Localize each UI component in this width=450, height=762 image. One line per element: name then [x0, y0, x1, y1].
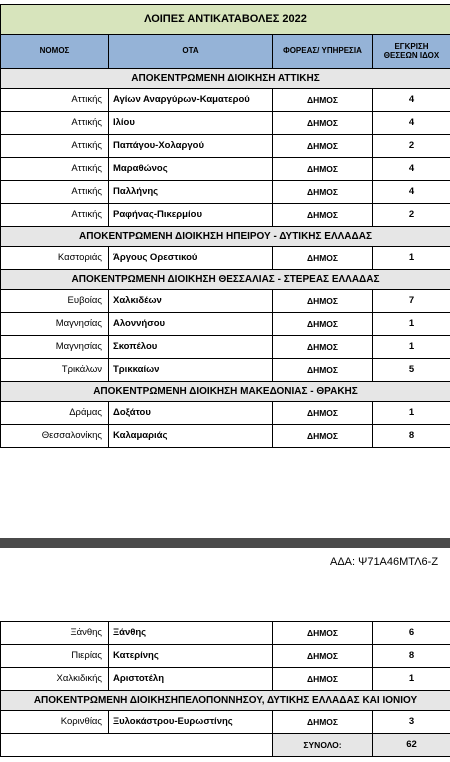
cell-egkrisi: 1 — [373, 313, 450, 336]
cell-egkrisi: 4 — [373, 89, 450, 112]
cell-egkrisi: 6 — [373, 622, 450, 645]
cell-egkrisi: 2 — [373, 135, 450, 158]
cell-foreas: ΔΗΜΟΣ — [273, 181, 373, 204]
cell-foreas: ΔΗΜΟΣ — [273, 313, 373, 336]
cell-egkrisi: 2 — [373, 204, 450, 227]
table-row — [1, 290, 450, 313]
table-row — [1, 135, 450, 158]
total-label: ΣΥΝΟΛΟ: — [273, 734, 373, 757]
cell-egkrisi: 1 — [373, 402, 450, 425]
cell-nomos: Αττικής — [1, 112, 109, 135]
cell-nomos: Ευβοίας — [1, 290, 109, 313]
cell-ota: Άργους Ορεστικού — [109, 247, 273, 270]
section-title: ΑΠΟΚΕΝΤΡΩΜΕΝΗ ΔΙΟΙΚΗΣΗ ΑΤΤΙΚΗΣ — [1, 69, 450, 89]
cell-nomos: Ξάνθης — [1, 622, 109, 645]
cell-nomos: Κορινθίας — [1, 711, 109, 734]
document-title: ΛΟΙΠΕΣ ΑΝΤΙΚΑΤΑΒΟΛΕΣ 2022 — [1, 5, 450, 35]
cell-foreas: ΔΗΜΟΣ — [273, 425, 373, 448]
cell-ota: Ιλίου — [109, 112, 273, 135]
cell-ota: Σκοπέλου — [109, 336, 273, 359]
page-2 — [0, 621, 450, 757]
cell-nomos: Πιερίας — [1, 645, 109, 668]
cell-nomos: Αττικής — [1, 135, 109, 158]
cell-ota: Δοξάτου — [109, 402, 273, 425]
header-egkrisi: ΕΓΚΡΙΣΗ ΘΕΣΕΩΝ ΙΔΟΧ — [373, 35, 450, 69]
section-header — [1, 382, 450, 402]
cell-ota: Παλλήνης — [109, 181, 273, 204]
header-row — [1, 35, 450, 69]
table-row — [1, 204, 450, 227]
cell-ota: Ραφήνας-Πικερμίου — [109, 204, 273, 227]
cell-foreas: ΔΗΜΟΣ — [273, 336, 373, 359]
cell-nomos: Δράμας — [1, 402, 109, 425]
cell-nomos: Χαλκιδικής — [1, 668, 109, 691]
cell-foreas: ΔΗΜΟΣ — [273, 135, 373, 158]
cell-nomos: Μαγνησίας — [1, 313, 109, 336]
table-row — [1, 89, 450, 112]
table-row — [1, 402, 450, 425]
cell-egkrisi: 4 — [373, 181, 450, 204]
cell-ota: Μαραθώνος — [109, 158, 273, 181]
cell-foreas: ΔΗΜΟΣ — [273, 204, 373, 227]
cell-egkrisi: 3 — [373, 711, 450, 734]
page-1 — [0, 4, 450, 448]
section-title: ΑΠΟΚΕΝΤΡΩΜΕΝΗ ΔΙΟΙΚΗΣΗ ΗΠΕΙΡΟΥ - ΔΥΤΙΚΗΣ ΕΛΛΑΔΑΣ — [1, 227, 450, 247]
cell-foreas: ΔΗΜΟΣ — [273, 158, 373, 181]
cell-nomos: Θεσσαλονίκης — [1, 425, 109, 448]
table-row — [1, 313, 450, 336]
table-row — [1, 359, 450, 382]
cell-nomos: Αττικής — [1, 89, 109, 112]
cell-foreas: ΔΗΜΟΣ — [273, 622, 373, 645]
cell-foreas: ΔΗΜΟΣ — [273, 359, 373, 382]
cell-nomos: Αττικής — [1, 204, 109, 227]
cell-foreas: ΔΗΜΟΣ — [273, 668, 373, 691]
section-header — [1, 69, 450, 89]
cell-foreas: ΔΗΜΟΣ — [273, 112, 373, 135]
section-header — [1, 691, 450, 711]
cell-ota: Αλοννήσου — [109, 313, 273, 336]
cell-egkrisi: 8 — [373, 425, 450, 448]
table-row — [1, 181, 450, 204]
cell-ota: Χαλκιδέων — [109, 290, 273, 313]
table-row — [1, 112, 450, 135]
total-empty — [1, 734, 273, 757]
cell-egkrisi: 4 — [373, 158, 450, 181]
cell-nomos: Αττικής — [1, 181, 109, 204]
cell-foreas: ΔΗΜΟΣ — [273, 89, 373, 112]
cell-nomos: Μαγνησίας — [1, 336, 109, 359]
cell-ota: Παπάγου-Χολαργού — [109, 135, 273, 158]
table-row — [1, 622, 450, 645]
section-title: ΑΠΟΚΕΝΤΡΩΜΕΝΗ ΔΙΟΙΚΗΣΗΠΕΛΟΠΟΝΝΗΣΟΥ, ΔΥΤΙΚΗΣ ΕΛΛΑΔΑΣ ΚΑΙ ΙΟΝΙΟΥ — [1, 691, 450, 711]
ada-code: ΑΔΑ: Ψ71Α46ΜΤΛ6-Ζ — [330, 556, 439, 568]
header-nomos: ΝΟΜΟΣ — [1, 35, 109, 69]
cell-foreas: ΔΗΜΟΣ — [273, 290, 373, 313]
table-page-1 — [0, 4, 450, 448]
cell-ota: Ξάνθης — [109, 622, 273, 645]
cell-egkrisi: 5 — [373, 359, 450, 382]
cell-nomos: Αττικής — [1, 158, 109, 181]
title-row — [1, 5, 450, 35]
cell-egkrisi: 1 — [373, 336, 450, 359]
header-foreas: ΦΟΡΕΑΣ/ ΥΠΗΡΕΣΙΑ — [273, 35, 373, 69]
table-row — [1, 645, 450, 668]
cell-foreas: ΔΗΜΟΣ — [273, 402, 373, 425]
table-page-2 — [0, 621, 450, 757]
cell-ota: Αριστοτέλη — [109, 668, 273, 691]
section-header — [1, 270, 450, 290]
cell-nomos: Καστοριάς — [1, 247, 109, 270]
section-title: ΑΠΟΚΕΝΤΡΩΜΕΝΗ ΔΙΟΙΚΗΣΗ ΜΑΚΕΔΟΝΙΑΣ - ΘΡΑΚΗΣ — [1, 382, 450, 402]
section-header — [1, 227, 450, 247]
cell-nomos: Τρικάλων — [1, 359, 109, 382]
table-row — [1, 425, 450, 448]
table-row — [1, 711, 450, 734]
cell-ota: Τρικκαίων — [109, 359, 273, 382]
page-break — [0, 538, 450, 548]
table-row — [1, 158, 450, 181]
table-row — [1, 336, 450, 359]
cell-egkrisi: 1 — [373, 247, 450, 270]
cell-foreas: ΔΗΜΟΣ — [273, 247, 373, 270]
table-row — [1, 247, 450, 270]
cell-foreas: ΔΗΜΟΣ — [273, 711, 373, 734]
cell-egkrisi: 7 — [373, 290, 450, 313]
total-row — [1, 734, 450, 757]
table-row — [1, 668, 450, 691]
total-value: 62 — [373, 734, 450, 757]
cell-ota: Καλαμαριάς — [109, 425, 273, 448]
cell-ota: Αγίων Αναργύρων-Καματερού — [109, 89, 273, 112]
cell-ota: Ξυλοκάστρου-Ευρωστίνης — [109, 711, 273, 734]
header-ota: ΟΤΑ — [109, 35, 273, 69]
cell-egkrisi: 8 — [373, 645, 450, 668]
cell-foreas: ΔΗΜΟΣ — [273, 645, 373, 668]
cell-ota: Κατερίνης — [109, 645, 273, 668]
cell-egkrisi: 1 — [373, 668, 450, 691]
section-title: ΑΠΟΚΕΝΤΡΩΜΕΝΗ ΔΙΟΙΚΗΣΗ ΘΕΣΣΑΛΙΑΣ - ΣΤΕΡΕΑΣ ΕΛΛΑΔΑΣ — [1, 270, 450, 290]
cell-egkrisi: 4 — [373, 112, 450, 135]
